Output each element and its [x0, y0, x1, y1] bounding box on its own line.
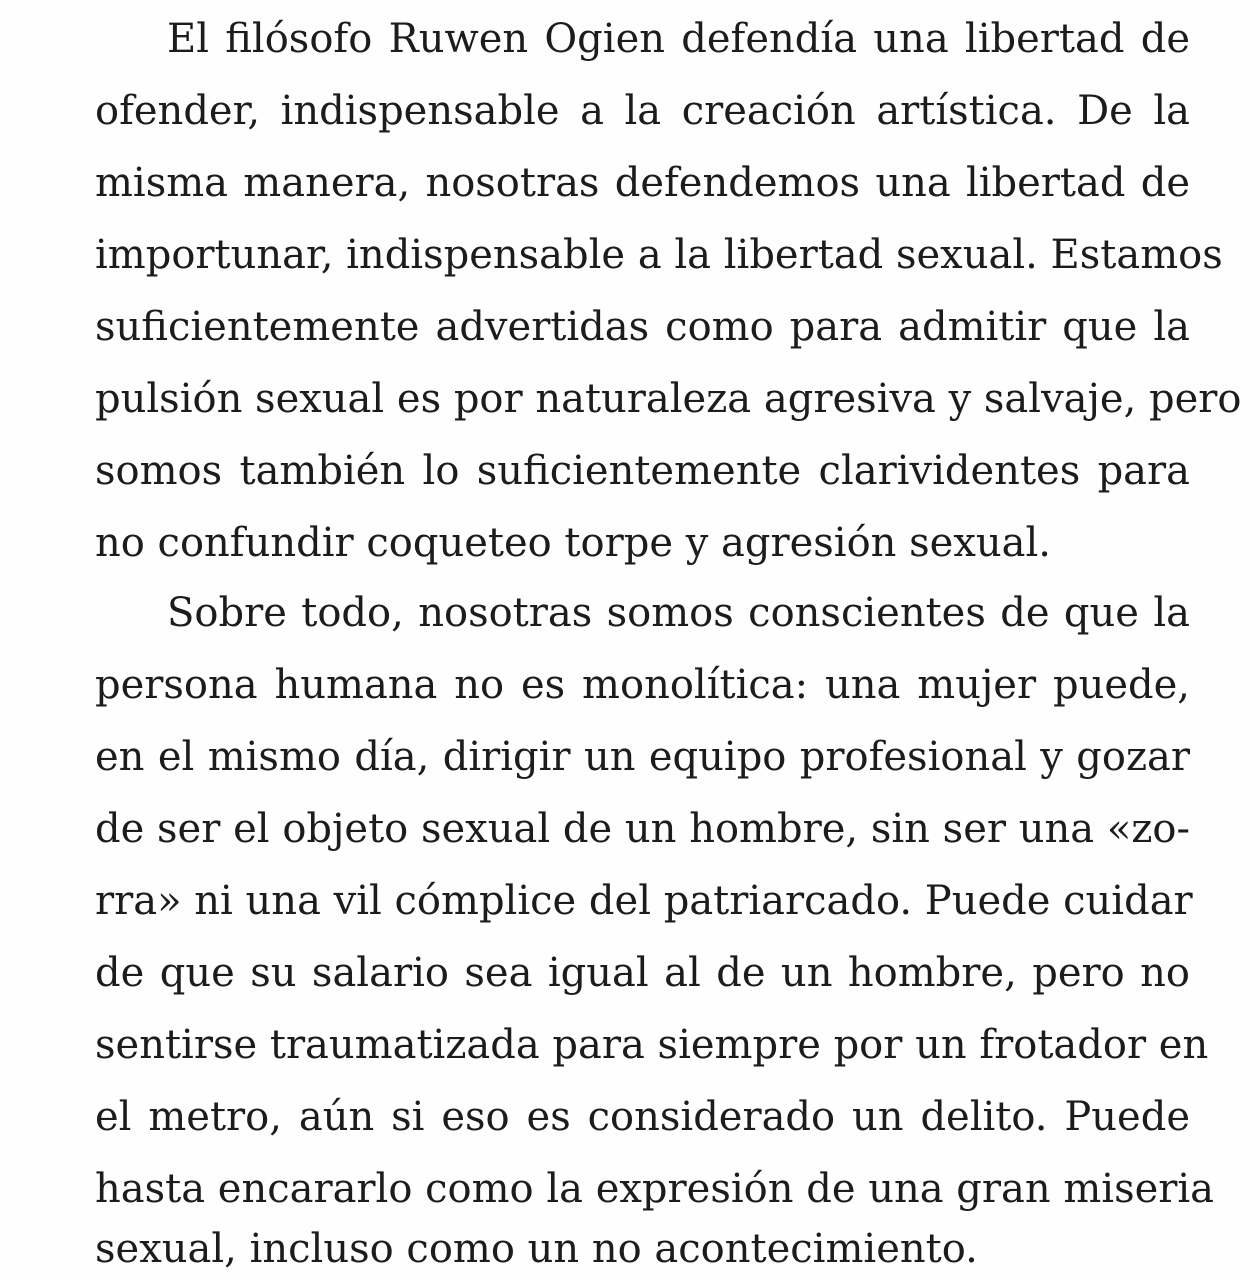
text-line: en el mismo día, dirigir un equipo profesional y gozar	[95, 734, 1190, 780]
text-line: persona humana no es monolítica: una mujer puede,	[95, 662, 1190, 708]
text-line: hasta encararlo como la expresión de una gran miseria	[95, 1166, 1215, 1212]
text-line: somos también lo suficientemente clarividentes para	[95, 448, 1190, 494]
text-line: de ser el objeto sexual de un hombre, sin ser una «zo-	[95, 806, 1190, 852]
text-line: sexual, incluso como un no acontecimiento.	[95, 1226, 978, 1272]
text-line: El filósofo Ruwen Ogien defendía una libertad de	[167, 16, 1190, 62]
text-line: el metro, aún si eso es considerado un delito. Puede	[95, 1094, 1190, 1140]
text-line: no confundir coqueteo torpe y agresión sexual.	[95, 520, 1052, 566]
text-line: rra» ni una vil cómplice del patriarcado. Puede cuidar	[95, 878, 1193, 924]
text-line: pulsión sexual es por naturaleza agresiva y salvaje, pero	[95, 376, 1242, 422]
text-line: de que su salario sea igual al de un hombre, pero no	[95, 950, 1190, 996]
text-line: suficientemente advertidas como para admitir que la	[95, 304, 1190, 350]
text-line: importunar, indispensable a la libertad sexual. Estamos	[95, 232, 1223, 278]
text-line: misma manera, nosotras defendemos una libertad de	[95, 160, 1190, 206]
text-line: Sobre todo, nosotras somos conscientes de que la	[167, 590, 1190, 636]
text-line: sentirse traumatizada para siempre por un frotador en	[95, 1022, 1209, 1068]
text-line: ofender, indispensable a la creación artística. De la	[95, 88, 1190, 134]
